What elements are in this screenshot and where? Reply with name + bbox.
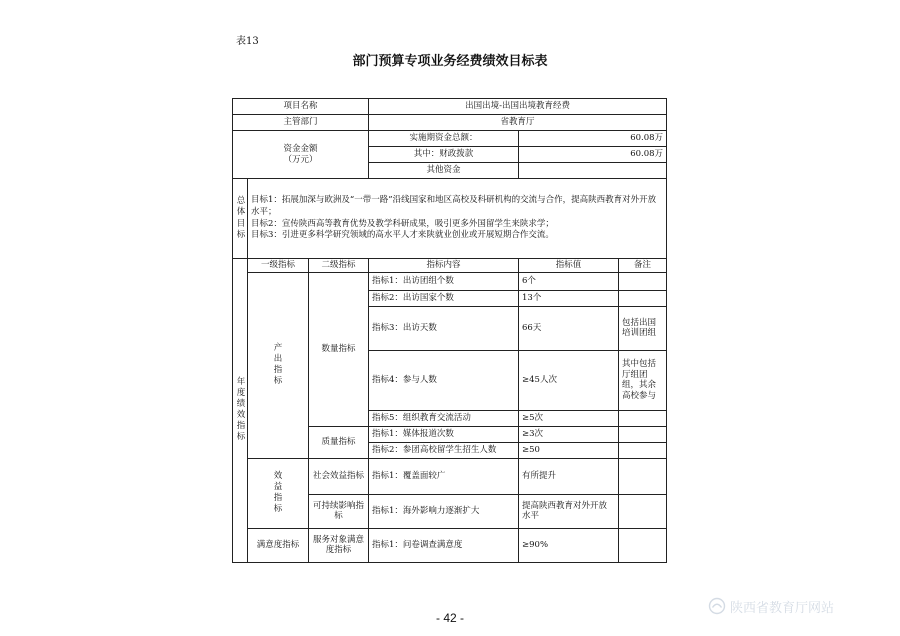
indicator-header-row	[233, 259, 667, 273]
table-number: 表13	[236, 36, 259, 47]
indicator-note	[619, 290, 667, 306]
indicator-content: 指标5：组织教育交流活动	[369, 410, 519, 426]
column-header: 指标内容	[369, 259, 519, 273]
project-name-label: 项目名称	[233, 99, 369, 115]
indicator-note: 包括出国培训团组	[619, 306, 667, 350]
indicator-content: 指标3：出访天数	[369, 306, 519, 350]
indicator-content: 指标1：媒体报道次数	[369, 426, 519, 442]
column-header: 二级指标	[309, 259, 369, 273]
benefit-indicator-label: 效益指标	[248, 458, 309, 528]
quality-indicator-label: 质量指标	[309, 426, 369, 458]
indicator-value: 提高陕西教育对外开放水平	[519, 494, 619, 528]
watermark-text: 陕西省教育厅网站	[730, 600, 835, 616]
watermark	[708, 594, 878, 618]
department-label: 主管部门	[233, 115, 369, 131]
indicator-value: 6个	[519, 272, 619, 290]
document-title: 部门预算专项业务经费绩效目标表	[352, 54, 548, 69]
indicator-note	[619, 410, 667, 426]
indicator-content: 指标2：出访国家个数	[369, 290, 519, 306]
indicator-content: 指标2：参团高校留学生招生人数	[369, 442, 519, 458]
performance-goal-table	[232, 98, 667, 563]
funds-total-row	[233, 131, 667, 147]
indicator-value: ≥50	[519, 442, 619, 458]
satisfaction-indicator-label: 满意度指标	[248, 528, 309, 562]
indicator-note	[619, 528, 667, 562]
indicator-note	[619, 272, 667, 290]
indicator-note	[619, 458, 667, 494]
goal-line: 目标2：宣传陕西高等教育优势及教学科研成果，吸引更多外国留学生来陕求学；	[251, 218, 554, 229]
column-header: 一级指标	[248, 259, 309, 273]
indicator-value: 66天	[519, 306, 619, 350]
page-number: - 42 -	[435, 611, 464, 625]
annual-indicators-label: 年度绩效指标	[233, 259, 248, 563]
overall-goals-row	[233, 179, 667, 259]
funds-total-value: 60.08万	[519, 131, 667, 147]
indicator-value: 13个	[519, 290, 619, 306]
indicator-content: 指标1：问卷调查满意度	[369, 528, 519, 562]
watermark-logo-icon	[708, 597, 726, 615]
goal-line: 目标3：引进更多科学研究领域的高水平人才来陕就业创业或开展短期合作交流。	[251, 230, 554, 241]
project-name-value: 出国出境-出国出境教育经费	[369, 99, 667, 115]
table-row	[233, 272, 667, 290]
indicator-value: 有所提升	[519, 458, 619, 494]
indicator-content: 指标1：覆盖面较广	[369, 458, 519, 494]
funds-label: 资金金额 （万元）	[233, 131, 369, 179]
department-value: 省教育厅	[369, 115, 667, 131]
indicator-value: ≥45人次	[519, 350, 619, 410]
funds-total-label: 实施期资金总额：	[369, 131, 519, 147]
indicator-value: ≥5次	[519, 410, 619, 426]
indicator-value: ≥90%	[519, 528, 619, 562]
table-row	[233, 528, 667, 562]
social-benefit-label: 社会效益指标	[309, 458, 369, 494]
indicator-note	[619, 426, 667, 442]
funds-other-label: 其他资金	[369, 163, 519, 179]
indicator-content: 指标4：参与人数	[369, 350, 519, 410]
service-satisfaction-label: 服务对象满意度指标	[309, 528, 369, 562]
indicator-value: ≥3次	[519, 426, 619, 442]
quantity-indicator-label: 数量指标	[309, 272, 369, 426]
sustainable-impact-label: 可持续影响指标	[309, 494, 369, 528]
indicator-note	[619, 494, 667, 528]
department-row	[233, 115, 667, 131]
overall-goals-content	[248, 179, 667, 259]
indicator-content: 指标1：出访团组个数	[369, 272, 519, 290]
output-indicator-label: 产出指标	[248, 272, 309, 458]
project-name-row	[233, 99, 667, 115]
column-header: 指标值	[519, 259, 619, 273]
funds-fiscal-label: 其中：财政拨款	[369, 147, 519, 163]
goal-line: 目标1：拓展加深与欧洲及“一带一路”沿线国家和地区高校及科研机构的交流与合作，提高陕西教育对外开放水平；	[251, 194, 657, 217]
indicator-note	[619, 442, 667, 458]
indicator-note: 其中包括厅组团组，其余高校参与	[619, 350, 667, 410]
funds-fiscal-value: 60.08万	[519, 147, 667, 163]
overall-goals-label: 总体目标	[233, 179, 248, 259]
funds-other-value	[519, 163, 667, 179]
table-row	[233, 458, 667, 494]
indicator-content: 指标1：海外影响力逐渐扩大	[369, 494, 519, 528]
column-header: 备注	[619, 259, 667, 273]
